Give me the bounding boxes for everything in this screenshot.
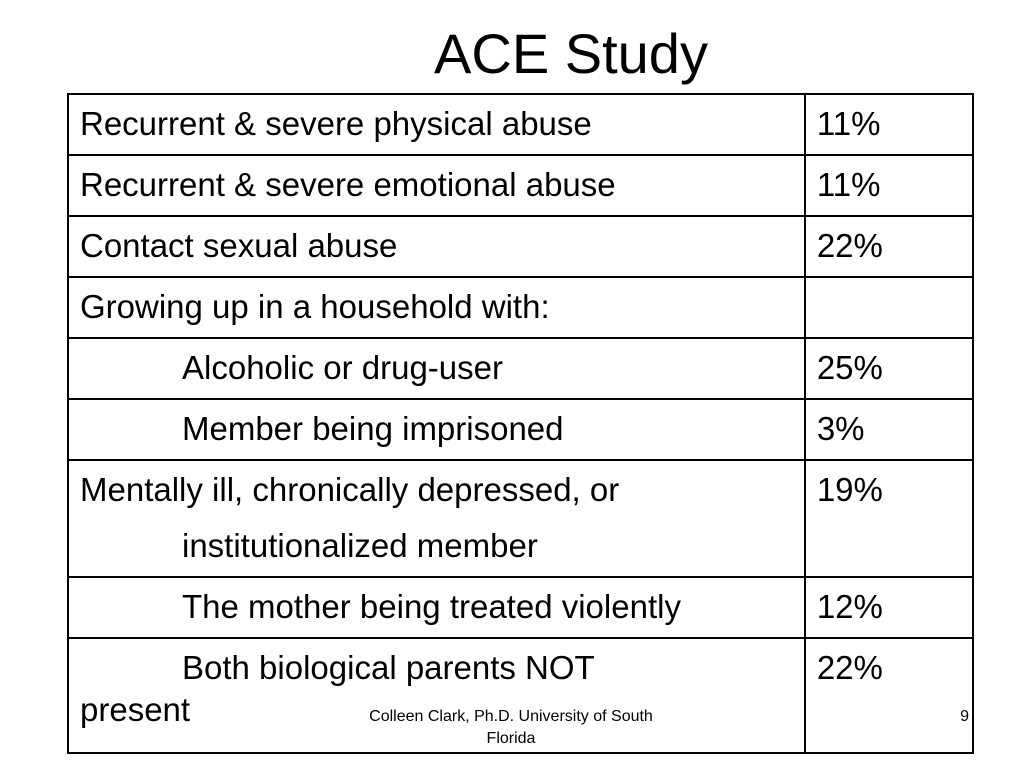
table-row — [68, 577, 973, 638]
row-value: 22% — [805, 638, 973, 753]
row-value: 3% — [805, 399, 973, 460]
table-row — [68, 277, 973, 338]
row-label: The mother being treated violently — [68, 577, 805, 638]
row-value: 19% — [805, 460, 973, 577]
slide-footer: Colleen Clark, Ph.D. University of South Florida — [369, 708, 653, 747]
row-label: Contact sexual abuse — [68, 216, 805, 277]
row-value: 12% — [805, 577, 973, 638]
row-label-line1: Both biological parents NOT — [182, 649, 595, 686]
row-value: 22% — [805, 216, 973, 277]
row-value: 11% — [805, 94, 973, 155]
slide-title: ACE Study — [434, 22, 708, 85]
row-label: Recurrent & severe emotional abuse — [68, 155, 805, 216]
row-label: Alcoholic or drug-user — [68, 338, 805, 399]
row-value: 25% — [805, 338, 973, 399]
row-label-line1: Mentally ill, chronically depressed, or — [80, 471, 620, 508]
table-row — [68, 155, 973, 216]
row-label: Member being imprisoned — [68, 399, 805, 460]
table-row — [68, 399, 973, 460]
row-label: Recurrent & severe physical abuse — [68, 94, 805, 155]
table-row — [68, 94, 973, 155]
row-label-line2: present — [80, 691, 191, 728]
row-label: Growing up in a household with: — [68, 277, 805, 338]
row-value: 11% — [805, 155, 973, 216]
row-label-cell — [68, 460, 805, 577]
table-row — [68, 216, 973, 277]
table-row — [68, 460, 973, 577]
ace-study-table — [67, 93, 974, 754]
row-label-line2: institutionalized member — [182, 527, 538, 564]
page-number: 9 — [960, 708, 969, 725]
table-row — [68, 338, 973, 399]
row-value — [805, 277, 973, 338]
